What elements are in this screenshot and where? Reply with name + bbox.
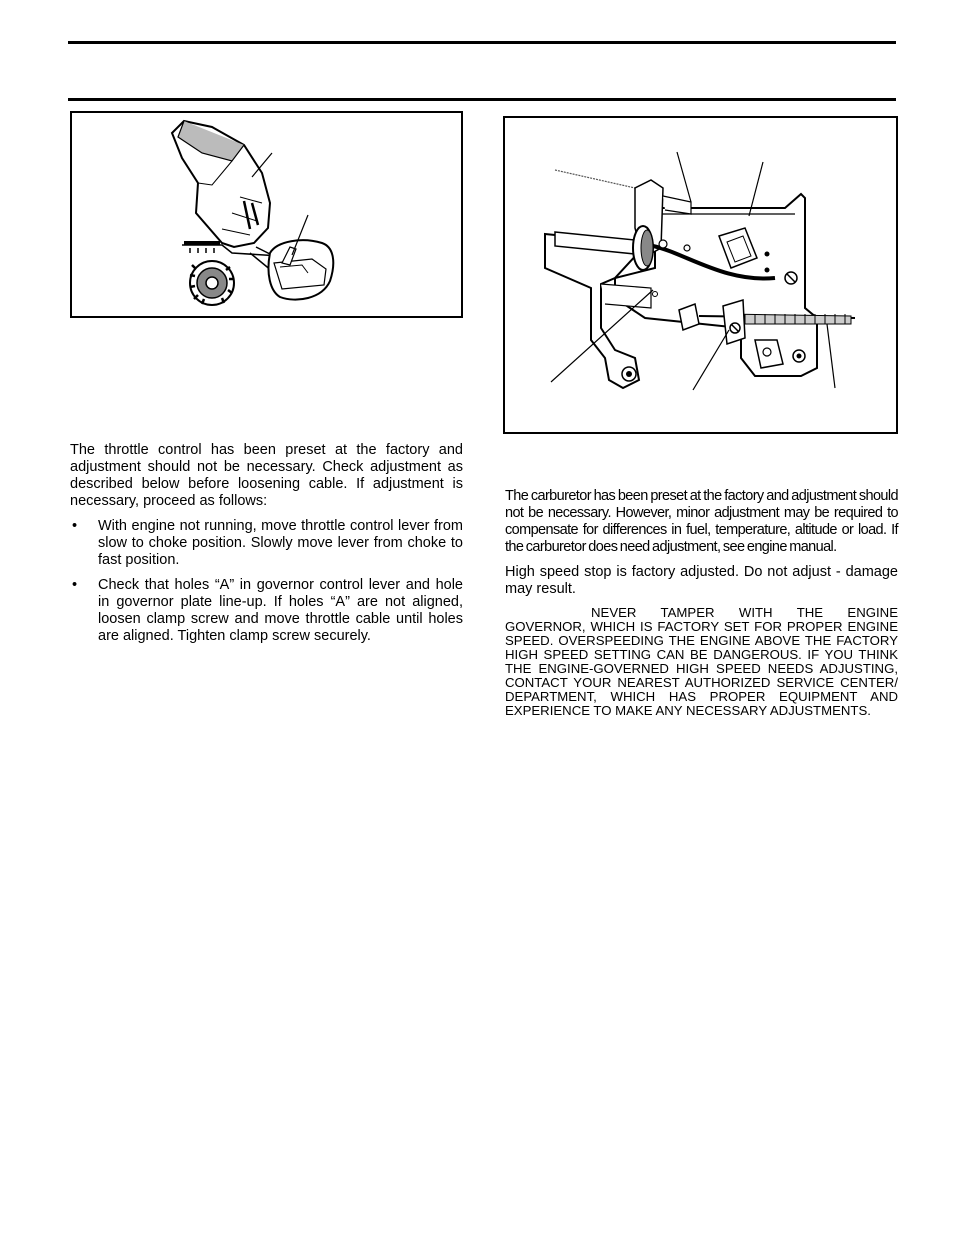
carburetor-paragraph: The carburetor has been preset at the factory and adjustment should not be necessary. However, minor adjustment may be required to compensate for differences in fuel, temperature, altitude or load. If the carburetor does need adjustment, see engine manual.: [505, 488, 898, 555]
throttle-intro-paragraph: The throttle control has been preset at the factory and adjustment should not be necessary. Check adjustment as described below before loosening cable. If adjustment is necessary, proceed as follows:: [70, 442, 463, 509]
carburetor-adjustment-text: [505, 488, 898, 718]
throttle-adjustment-text: [70, 442, 463, 653]
throttle-control-illustration: [72, 113, 461, 316]
header-rule-bottom: [68, 98, 896, 101]
governor-linkage-illustration: [505, 118, 896, 432]
governor-linkage-figure: [503, 116, 898, 434]
bullet-marker: •: [72, 518, 78, 534]
list-item-text: With engine not running, move throttle control lever from slow to choke position. Slowly move lever from choke to fast position.: [98, 518, 463, 568]
high-speed-stop-paragraph: High speed stop is factory adjusted. Do not adjust - damage may result.: [505, 564, 898, 597]
list-item-text: Check that holes “A” in governor control lever and hole in governor plate line-up. If holes “A” are not aligned, loosen clamp screw and move throttle cable until holes are aligned. Tighten clamp screw securely.: [98, 577, 463, 644]
header-rule-top: [68, 41, 896, 44]
list-item: [70, 577, 463, 645]
throttle-control-figure: [70, 111, 463, 318]
governor-warning: [505, 606, 898, 718]
list-item: [70, 518, 463, 569]
governor-warning-text: NEVER TAMPER WITH THE ENGINE GOVERNOR, WHICH IS FACTORY SET FOR PROPER ENGINE SPEED. OVERSPEEDING THE ENGINE ABOVE THE FACTORY HIGH SPEED SETTING CAN BE DANGEROUS. IF YOU THINK THE ENGINE-GOVERNED HIGH SPEED NEEDS ADJUSTING, CONTACT YOUR NEAREST AUTHORIZED SERVICE CENTER/ DEPARTMENT, WHICH HAS PROPER EQUIPMENT AND EXPERIENCE TO MAKE ANY NECESSARY ADJUSTMENTS.: [505, 605, 898, 718]
bullet-marker: •: [72, 577, 78, 593]
throttle-steps-list: [70, 518, 463, 645]
